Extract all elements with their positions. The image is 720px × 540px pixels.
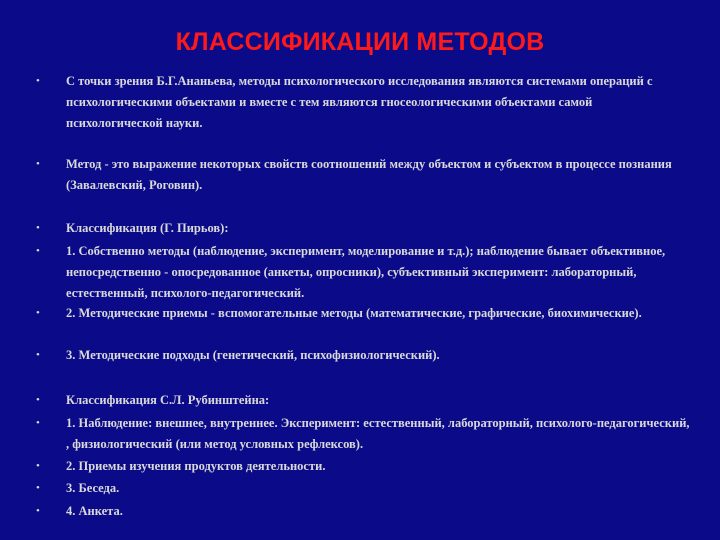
bullet-icon: • <box>36 307 40 319</box>
list-item-text: 3. Беседа. <box>66 481 120 495</box>
list-item-text: 4. Анкета. <box>66 504 123 518</box>
bullet-icon: • <box>36 460 40 472</box>
bullet-icon: • <box>36 417 40 429</box>
list-item-text: Классификация С.Л. Рубинштейна: <box>66 393 270 407</box>
bullet-icon: • <box>36 75 40 87</box>
list-item-text: Метод - это выражение некоторых свойств соотношений между объектом и субъектом в процессе познания (Завалевский, Роговин). <box>66 157 672 192</box>
list-item-text: 2. Приемы изучения продуктов деятельности. <box>66 459 326 473</box>
bullet-icon: • <box>36 245 40 257</box>
bullet-icon: • <box>36 394 40 406</box>
bullet-icon: • <box>36 349 40 361</box>
list-item-text: 1. Собственно методы (наблюдение, эксперимент, моделирование и т.д.); наблюдение бывает объективное, непосредственно - опосредованное (анкеты, опросники), субъективный эксперимент: лабораторный, естественный, психолого-педагогический. <box>66 244 666 300</box>
list-item-text: 1. Наблюдение: внешнее, внутреннее. Эксперимент: естественный, лабораторный, психолого-педагогический, , физиологический (или метод условных рефлексов). <box>66 416 690 451</box>
bullet-icon: • <box>36 505 40 517</box>
bullet-icon: • <box>36 482 40 494</box>
bullet-icon: • <box>36 158 40 170</box>
list-item-text: С точки зрения Б.Г.Ананьева, методы психологического исследования являются системами операций с психологическими объектами и вместе с тем являются гносеологическими объектами самой психологической науки. <box>66 74 653 130</box>
list-item-text: 2. Методические приемы - вспомогательные методы (математические, графические, биохимические). <box>66 306 642 320</box>
list-item-text: Классификация (Г. Пирьов): <box>66 221 229 235</box>
list-item-text: 3. Методические подходы (генетический, психофизиологический). <box>66 348 440 362</box>
slide-title: КЛАССИФИКАЦИИ МЕТОДОВ <box>175 28 545 56</box>
bullet-icon: • <box>36 222 40 234</box>
